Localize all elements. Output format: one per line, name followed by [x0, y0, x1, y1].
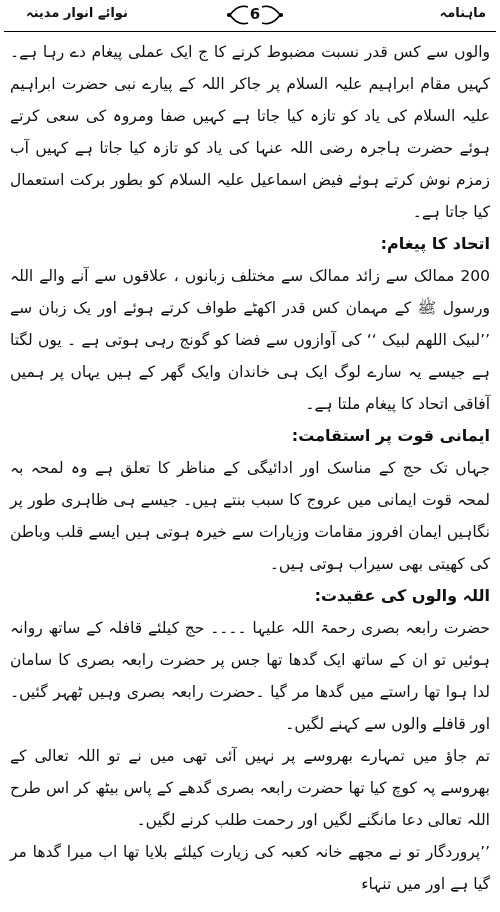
magazine-label: ماہنامہ [439, 6, 486, 21]
page-header [4, 0, 496, 34]
article-body [4, 34, 496, 900]
page-number-ornament [226, 2, 284, 28]
paragraph-rabia-2: تم جاؤ میں تمہارے بھروسے پر نہیں آئی تھی میں نے تو اللہ تعالی کے بھروسے پہ کوچ کیا تھا حضرت رابعہ بصری گدھے کے پاس بیٹھ کر اس طرح اللہ تعالی دعا مانگنے لگیں اور رحمت طلب کرنے لگیں۔ [10, 747, 490, 829]
header-divider [4, 31, 496, 32]
paragraph-unity: 200 ممالک سے زائد ممالک سے مختلف زبانوں ، علاقوں سے آنے والے اللہ ورسول ﷺ کے مہمان کس قدر اکھٹے طواف کرتے ہوئے اور یک زبان سے ’’لبیک اللھم لبیک ‘‘ کی آوازوں سے فضا کو گونج رہی ہوتی ہے ۔ یوں لگتا ہے جیسے یہ سارے لوگ ایک ہی خاندان وایک گھر کے ہیں یہاں پر ہمیں آفاقی اتحاد کا پیغام ملتا ہے۔ [10, 267, 490, 413]
magazine-title: نوائے انوار مدینہ [26, 6, 128, 21]
heading-unity: اتحاد کا پیغام: [380, 234, 490, 253]
paragraph-intro: والوں سے کس قدر نسبت مضبوط کرنے کا ج ایک عملی پیغام دے رہا ہے۔کہیں مقام ابراہیم علیہ السلام پر جاکر اللہ کے پیارے نبی حضرت ابراہیم علیہ السلام کی یاد کو تازہ کیا جاتا ہے کہیں صفا ومروہ کی سعی کرتے ہوئے حضرت ہاجرہ رضی اللہ عنہا کی یاد کو تازہ کیا جاتا ہے کہیں آب زمزم نوش کرتے ہوئے فیض اسماعیل علیہ السلام کو بطور برکت استعمال کیا جاتا ہے۔ [10, 43, 490, 221]
heading-faith: ایمانی قوت پر استقامت: [291, 426, 490, 445]
heading-devotion: اللہ والوں کی عقیدت: [314, 586, 490, 605]
paragraph-prayer: ’’پروردگار تو نے مجھے خانہ کعبہ کی زیارت کیلئے بلایا تھا اب میرا گدھا مر گیا ہے اور میں تنہاء [10, 843, 490, 893]
paragraph-rabia: حضرت رابعہ بصری رحمۃ اللہ علیہا ۔۔۔۔ حج کیلئے قافلہ کے ساتھ روانہ ہوئیں تو ان کے ساتھ ایک گدھا تھا جس پر حضرت رابعہ بصری کا سامان لدا ہوا تھا راستے میں گدھا مر گیا ۔حضرت رابعہ بصری وہیں ٹھہر گئیں۔ اور قافلے والوں سے کہنے لگیں۔ [10, 619, 490, 733]
paragraph-faith: جہاں تک حج کے مناسک اور ادائیگی کے مناظر کا تعلق ہے وہ لمحہ بہ لمحہ قوت ایمانی میں عروج کا سبب بنتے ہیں۔ جیسے ہی ظاہری طور پر نگاہیں ایمان افروز مقامات وزیارات سے خیرہ ہوتی ہیں ایسے قلب وباطن کی کھیتی بھی سیراب ہوتی ہیں۔ [10, 459, 490, 573]
page-number: 6 [249, 5, 261, 23]
